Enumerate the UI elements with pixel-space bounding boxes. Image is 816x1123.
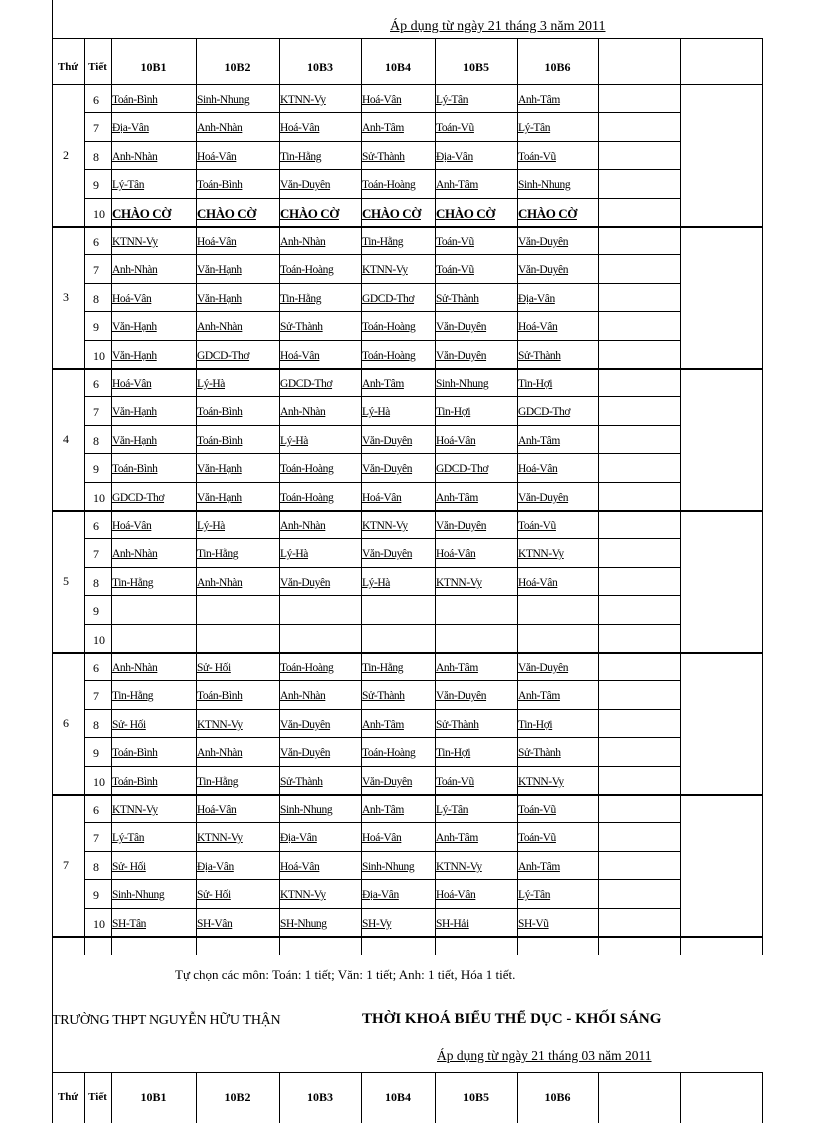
pe-column-header-class: 10B5 [462, 1090, 489, 1104]
timetable-cell: Tin-Hằng [280, 150, 322, 163]
elective-note: Tự chọn các môn: Toán: 1 tiết; Văn: 1 tiết; Anh: 1 tiết, Hóa 1 tiết. [175, 967, 516, 982]
timetable-cell: Anh-Tâm [518, 94, 560, 106]
timetable-cell: Sử-Thành [362, 150, 405, 163]
row-separator [84, 425, 680, 426]
timetable-cell: Văn-Hạnh [112, 434, 157, 447]
timetable-cell: Sinh-Nhung [518, 179, 571, 192]
period-number: 10 [93, 632, 105, 647]
timetable-cell: Anh-Tâm [362, 378, 404, 390]
timetable-cell: Toán-Bình [112, 463, 158, 476]
timetable-cell: KTNN-Vy [197, 718, 243, 731]
period-number: 10 [93, 348, 105, 363]
timetable-cell: Sinh-Nhung [280, 804, 333, 816]
timetable-cell: Hoá-Vân [362, 832, 402, 845]
period-number: 9 [93, 888, 99, 903]
day-separator [52, 794, 762, 796]
timetable-cell: Lý-Hà [280, 434, 309, 447]
pe-column-header-class: 10B2 [224, 1090, 251, 1104]
pe-column-header-class: 10B1 [140, 1090, 167, 1104]
timetable-cell: Sinh-Nhung [436, 378, 489, 390]
timetable-cell: Toán-Bình [112, 747, 158, 760]
period-number: 7 [93, 405, 99, 420]
timetable-cell: Sinh-Nhung [112, 889, 165, 902]
pe-column-header-tiet: Tiết [88, 1091, 107, 1103]
timetable-cell: CHÀO CỜ [112, 205, 171, 221]
timetable-cell: Toán-Bình [197, 179, 243, 192]
row-separator [84, 908, 680, 909]
timetable-cell: Anh-Tâm [518, 690, 560, 703]
timetable-cell: Toán-Bình [197, 434, 243, 447]
timetable-cell: Lý-Tân [518, 122, 551, 135]
timetable-cell: Toán-Bình [112, 94, 158, 106]
timetable-cell: Lý-Tân [436, 804, 469, 816]
period-number: 6 [93, 803, 99, 817]
column-header-class: 10B4 [384, 60, 411, 74]
timetable-cell: Anh-Nhàn [280, 690, 326, 703]
timetable-cell: Địa-Vân [436, 150, 473, 163]
grid-column-line [680, 38, 681, 955]
timetable-cell: Sử- Hối [112, 860, 146, 873]
timetable-cell: Lý-Hà [362, 406, 391, 419]
pe-grid-column-line [598, 1072, 599, 1123]
timetable-cell: Văn-Duyên [362, 463, 413, 476]
timetable-cell: Lý-Tân [518, 889, 551, 902]
period-number: 8 [93, 433, 99, 448]
timetable-cell: Văn-Duyên [518, 236, 569, 248]
timetable-cell: Anh-Nhàn [197, 321, 243, 334]
timetable-cell: Sử-Thành [436, 292, 479, 305]
timetable-cell: Anh-Nhàn [197, 747, 243, 760]
header-top-line [52, 38, 762, 39]
timetable-cell: GDCD-Thơ [436, 463, 489, 476]
timetable-cell: KTNN-Vy [112, 804, 158, 816]
timetable-cell: Anh-Tâm [362, 718, 404, 731]
timetable-cell: Tin-Hằng [362, 662, 404, 674]
day-label: 5 [63, 574, 69, 588]
period-number: 7 [93, 263, 99, 278]
timetable-cell: Anh-Tâm [362, 804, 404, 816]
timetable-cell: Hoá-Vân [518, 576, 558, 589]
column-header-class: 10B2 [224, 60, 251, 74]
timetable-cell: Anh-Nhàn [280, 236, 326, 248]
timetable-cell: Lý-Hà [280, 548, 309, 561]
timetable-cell: Địa-Vân [518, 292, 555, 305]
timetable-cell: Lý-Hà [362, 576, 391, 589]
day-separator [52, 652, 762, 654]
timetable-cell: Toán-Hoàng [362, 321, 416, 334]
grid-column-line [762, 38, 763, 955]
timetable-cell: Sử-Thành [280, 321, 323, 334]
pe-column-header-class: 10B4 [384, 1090, 411, 1104]
timetable-cell: GDCD-Thơ [362, 292, 415, 305]
timetable-cell: Toán-Bình [197, 690, 243, 703]
timetable-cell: Văn-Hạnh [112, 321, 157, 334]
period-number: 8 [93, 717, 99, 732]
period-number: 8 [93, 575, 99, 590]
timetable-cell: Toán-Vũ [436, 264, 474, 277]
timetable-cell: GDCD-Thơ [112, 491, 165, 504]
timetable-cell: Văn-Duyên [362, 775, 413, 788]
pe-column-header-class: 10B6 [544, 1090, 571, 1104]
day-label: 3 [63, 290, 69, 304]
timetable-cell: KTNN-Vy [518, 775, 564, 788]
timetable-cell: Hoá-Vân [197, 236, 237, 248]
timetable-cell: Văn-Duyên [436, 349, 487, 362]
timetable-cell: Văn-Duyên [362, 434, 413, 447]
timetable-cell: Hoá-Vân [197, 150, 237, 163]
timetable-cell: Văn-Duyên [436, 520, 487, 532]
row-separator [84, 709, 680, 710]
timetable-cell: SH-Hải [436, 917, 469, 930]
timetable-cell: Văn-Duyên [518, 264, 569, 277]
timetable-cell: Anh-Nhàn [197, 122, 243, 135]
row-separator [84, 340, 680, 341]
timetable-cell: Tin-Hằng [362, 236, 404, 248]
school-name: TRƯỜNG THPT NGUYỄN HỮU THẬN [52, 1013, 281, 1028]
pe-grid-column-line [762, 1072, 763, 1123]
column-header-class: 10B1 [140, 60, 167, 74]
period-number: 8 [93, 859, 99, 874]
timetable-cell: GDCD-Thơ [518, 406, 571, 419]
row-separator [84, 453, 680, 454]
period-number: 10 [93, 916, 105, 931]
period-number: 7 [93, 831, 99, 846]
timetable-cell: GDCD-Thơ [197, 349, 250, 362]
pe-column-header-class: 10B3 [306, 1090, 333, 1104]
timetable-cell: Toán-Bình [197, 406, 243, 419]
timetable-cell: Văn-Duyên [362, 548, 413, 561]
timetable-cell: Hoá-Vân [436, 548, 476, 561]
period-number: 9 [93, 604, 99, 619]
timetable-cell: KTNN-Vy [280, 94, 326, 106]
pe-column-header-thu: Thứ [57, 1091, 79, 1103]
row-separator [84, 169, 680, 170]
day-separator [52, 368, 762, 370]
period-number: 10 [93, 206, 105, 221]
timetable-cell: Hoá-Vân [518, 463, 558, 476]
timetable-cell: Toán-Vũ [518, 520, 556, 532]
row-separator [84, 737, 680, 738]
timetable-cell: Hoá-Vân [280, 349, 320, 362]
row-separator [84, 567, 680, 568]
timetable-cell: SH-Vy [362, 917, 392, 930]
timetable-cell: Tin-Hợi [518, 718, 553, 731]
timetable-cell: Văn-Duyên [518, 662, 569, 674]
timetable-cell: Tin-Hằng [112, 690, 154, 703]
row-separator [84, 851, 680, 852]
timetable-cell: Lý-Tân [436, 94, 469, 106]
timetable-cell: Sử- Hối [112, 718, 146, 731]
row-separator [84, 822, 680, 823]
timetable-cell: Văn-Hạnh [197, 292, 242, 305]
timetable-cell: Địa-Vân [197, 860, 234, 873]
timetable-cell: Hoá-Vân [362, 491, 402, 504]
timetable-cell: GDCD-Thơ [280, 378, 333, 390]
row-separator [84, 879, 680, 880]
timetable-cell: Toán-Vũ [436, 775, 474, 788]
timetable-cell: Anh-Tâm [436, 832, 478, 845]
period-number: 10 [93, 490, 105, 505]
effective-date: Áp dụng từ ngày 21 tháng 3 năm 2011 [390, 19, 606, 34]
period-number: 8 [93, 291, 99, 306]
timetable-cell: Toán-Hoàng [280, 491, 334, 504]
day-label: 6 [63, 716, 69, 730]
timetable-cell: KTNN-Vy [436, 860, 482, 873]
column-header-class: 10B6 [544, 60, 571, 74]
period-number: 9 [93, 178, 99, 193]
period-number: 6 [93, 93, 99, 107]
pe-effective-date: Áp dụng từ ngày 21 tháng 03 năm 2011 [437, 1048, 652, 1063]
timetable-cell: Tin-Hằng [112, 576, 154, 589]
timetable-cell: Anh-Nhàn [112, 662, 158, 674]
day-label: 2 [63, 148, 69, 162]
day-separator [52, 936, 762, 938]
column-header-class: 10B5 [462, 60, 489, 74]
timetable-cell: CHÀO CỜ [518, 205, 577, 221]
timetable-cell: Tin-Hằng [197, 775, 239, 788]
timetable-cell: Hoá-Vân [280, 860, 320, 873]
row-separator [84, 254, 680, 255]
row-separator [84, 396, 680, 397]
pe-grid-column-line [680, 1072, 681, 1123]
timetable-cell: Anh-Tâm [436, 179, 478, 192]
timetable-cell: Anh-Tâm [518, 434, 560, 447]
period-number: 9 [93, 462, 99, 477]
row-separator [84, 311, 680, 312]
row-separator [84, 624, 680, 625]
row-separator [84, 680, 680, 681]
timetable-cell: Anh-Tâm [518, 860, 560, 873]
timetable-cell: Toán-Vũ [436, 122, 474, 135]
timetable-cell: Hoá-Vân [362, 94, 402, 106]
day-separator [52, 226, 762, 228]
timetable-cell: Hoá-Vân [112, 378, 152, 390]
timetable-cell: Văn-Hạnh [197, 463, 242, 476]
timetable-cell: Anh-Nhàn [112, 264, 158, 277]
timetable-cell: Tin-Hợi [436, 747, 471, 760]
timetable-cell: Sử-Thành [436, 718, 479, 731]
period-number: 10 [93, 774, 105, 789]
header-bottom-line [52, 84, 762, 85]
timetable-cell: Anh-Nhàn [112, 548, 158, 561]
timetable-cell: Tin-Hằng [197, 548, 239, 561]
row-separator [84, 112, 680, 113]
timetable-cell: Địa-Vân [112, 122, 149, 135]
timetable-cell: Địa-Vân [280, 832, 317, 845]
timetable-cell: KTNN-Vy [112, 236, 158, 248]
timetable-cell: Hoá-Vân [112, 292, 152, 305]
timetable-cell: Toán-Vũ [518, 150, 556, 163]
row-separator [84, 141, 680, 142]
timetable-cell: Toán-Hoàng [280, 264, 334, 277]
timetable-cell: Địa-Vân [362, 889, 399, 902]
timetable-cell: Tin-Hằng [280, 292, 322, 305]
timetable-cell: Toán-Hoàng [362, 747, 416, 760]
timetable-cell: Toán-Vũ [436, 236, 474, 248]
day-label: 7 [63, 858, 69, 872]
row-separator [84, 482, 680, 483]
pe-timetable-title: THỜI KHOÁ BIỂU THỂ DỤC - KHỐI SÁNG [362, 1011, 662, 1027]
timetable-cell: Anh-Tâm [436, 491, 478, 504]
timetable-cell: Văn-Duyên [280, 179, 331, 192]
timetable-cell: Toán-Vũ [518, 804, 556, 816]
timetable-cell: KTNN-Vy [362, 520, 408, 532]
timetable-cell: Sinh-Nhung [197, 94, 250, 106]
timetable-cell: Văn-Hạnh [112, 406, 157, 419]
timetable-cell: Lý-Hà [197, 378, 226, 390]
timetable-cell: Tin-Hợi [518, 378, 553, 390]
timetable-cell: KTNN-Vy [280, 889, 326, 902]
pe-header-top-line [52, 1072, 762, 1073]
timetable-cell: Văn-Duyên [436, 690, 487, 703]
period-number: 6 [93, 661, 99, 675]
column-header-tiet: Tiết [88, 61, 107, 73]
timetable-cell: Sử-Thành [518, 747, 561, 760]
period-number: 8 [93, 149, 99, 164]
timetable-cell: Sử-Thành [280, 775, 323, 788]
timetable-cell: Hoá-Vân [280, 122, 320, 135]
grid-column-line [84, 38, 85, 955]
day-separator [52, 510, 762, 512]
timetable-cell: Hoá-Vân [436, 434, 476, 447]
period-number: 7 [93, 121, 99, 136]
timetable-cell: Anh-Tâm [362, 122, 404, 135]
timetable-cell: Anh-Tâm [436, 662, 478, 674]
grid-column-line [598, 38, 599, 955]
timetable-cell: Toán-Hoàng [280, 463, 334, 476]
timetable-cell: KTNN-Vy [197, 832, 243, 845]
timetable-cell: Lý-Tân [112, 179, 145, 192]
timetable-cell: Toán-Vũ [518, 832, 556, 845]
row-separator [84, 283, 680, 284]
timetable-cell: Toán-Hoàng [362, 179, 416, 192]
timetable-cell: Văn-Hạnh [197, 264, 242, 277]
timetable-cell: KTNN-Vy [436, 576, 482, 589]
timetable-cell: KTNN-Vy [362, 264, 408, 277]
timetable-cell: Toán-Bình [112, 775, 158, 788]
timetable-cell: Anh-Nhàn [280, 520, 326, 532]
period-number: 7 [93, 689, 99, 704]
timetable-cell: CHÀO CỜ [280, 205, 339, 221]
timetable-cell: Sinh-Nhung [362, 860, 415, 873]
timetable-cell: Anh-Nhàn [197, 576, 243, 589]
day-label: 4 [63, 432, 69, 446]
timetable-cell: Sử-Thành [362, 690, 405, 703]
timetable-cell: Văn-Duyên [280, 718, 331, 731]
timetable-cell: Sử-Thành [518, 349, 561, 362]
timetable-cell: Văn-Duyên [280, 576, 331, 589]
timetable-cell: SH-Nhung [280, 917, 327, 930]
timetable-cell: Văn-Hạnh [112, 349, 157, 362]
timetable-cell: KTNN-Vy [518, 548, 564, 561]
timetable-cell: SH-Vân [197, 917, 233, 930]
period-number: 6 [93, 235, 99, 249]
timetable-cell: Sử- Hối [197, 662, 231, 674]
timetable-cell: Lý-Tân [112, 832, 145, 845]
timetable-cell: Hoá-Vân [112, 520, 152, 532]
row-separator [84, 766, 680, 767]
period-number: 9 [93, 320, 99, 335]
timetable-cell: Sử- Hối [197, 889, 231, 902]
row-separator [84, 198, 680, 199]
timetable-cell: Văn-Duyên [280, 747, 331, 760]
timetable-cell: Hoá-Vân [197, 804, 237, 816]
period-number: 7 [93, 547, 99, 562]
timetable-cell: Văn-Duyên [518, 491, 569, 504]
timetable-cell: Toán-Hoàng [280, 662, 334, 674]
timetable-cell: Văn-Duyên [436, 321, 487, 334]
timetable-cell: Toán-Hoàng [362, 349, 416, 362]
timetable-cell: Anh-Nhàn [280, 406, 326, 419]
row-separator [84, 595, 680, 596]
timetable-cell: Văn-Hạnh [197, 491, 242, 504]
period-number: 9 [93, 746, 99, 761]
timetable-cell: Hoá-Vân [518, 321, 558, 334]
period-number: 6 [93, 519, 99, 533]
timetable-cell: SH-Vũ [518, 917, 549, 930]
period-number: 6 [93, 377, 99, 391]
timetable-cell: CHÀO CỜ [362, 205, 421, 221]
timetable-cell: Hoá-Vân [436, 889, 476, 902]
column-header-class: 10B3 [306, 60, 333, 74]
timetable-cell: Anh-Nhàn [112, 150, 158, 163]
timetable-cell: Lý-Hà [197, 520, 226, 532]
timetable-cell: Tin-Hợi [436, 406, 471, 419]
column-header-thu: Thứ [57, 61, 79, 73]
grid-column-line [52, 38, 53, 955]
timetable-cell: CHÀO CỜ [436, 205, 495, 221]
row-separator [84, 538, 680, 539]
timetable-cell: SH-Tân [112, 917, 147, 930]
timetable-cell: CHÀO CỜ [197, 205, 256, 221]
